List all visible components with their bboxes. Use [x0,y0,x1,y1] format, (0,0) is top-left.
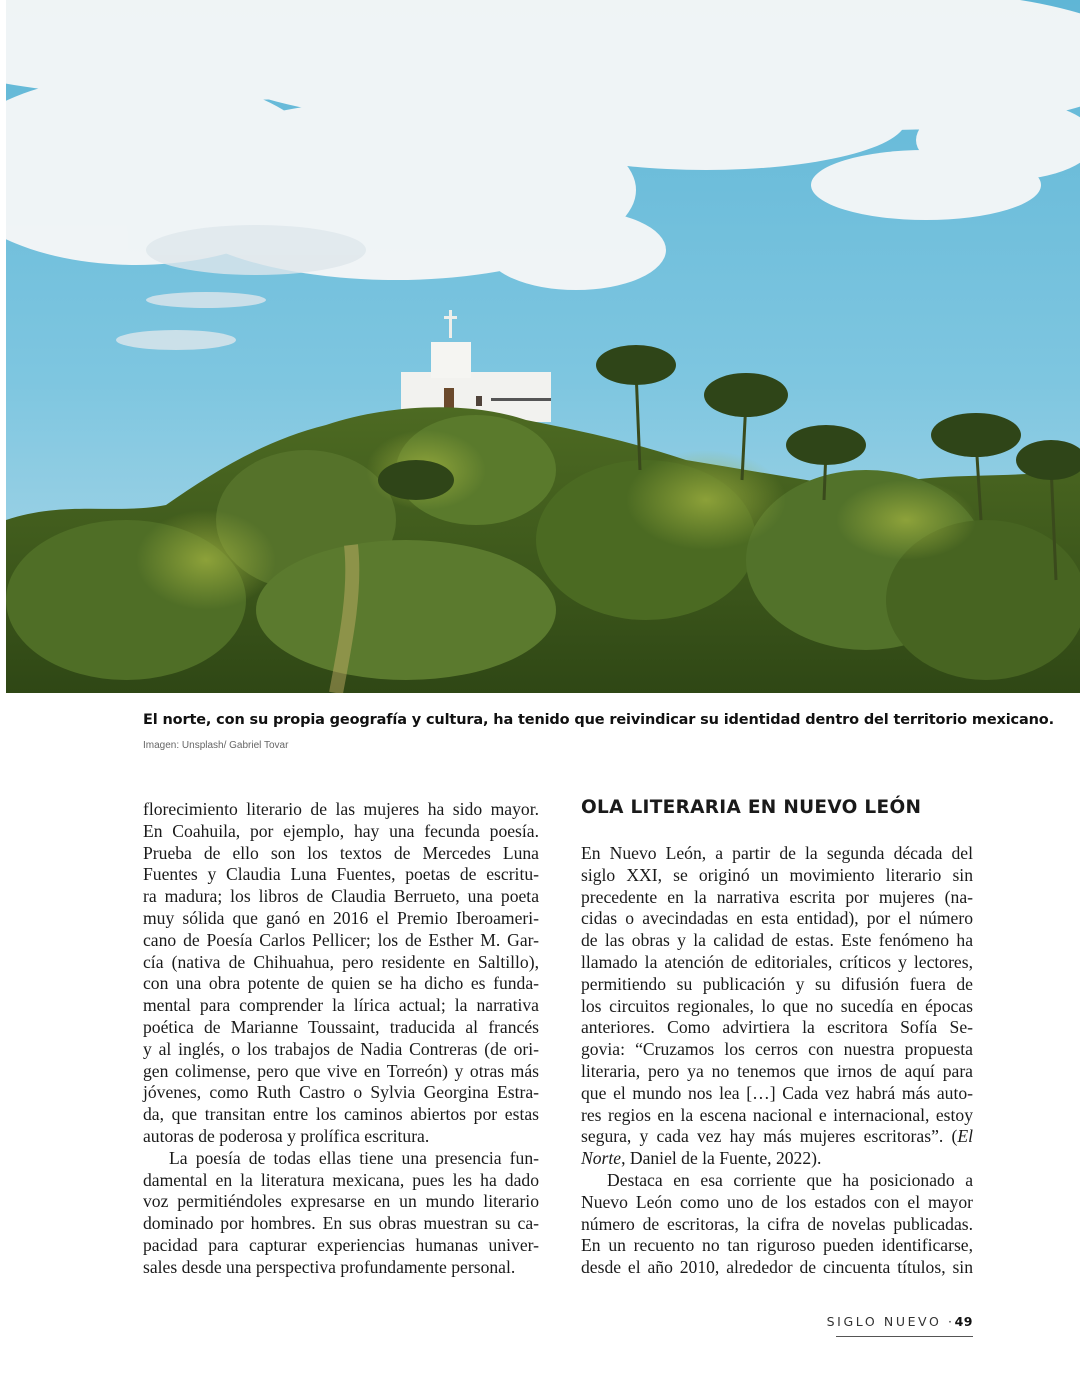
italic-text: Norte [581,1148,622,1169]
text-line: La poesía de todas ellas tiene una presencia fun- [169,1147,539,1168]
text-line: muy sólida que ganó en 2016 el Premio Iberoameri- [143,907,539,928]
hero-photo [6,0,1080,693]
text-line: En Nuevo León, a partir de la segunda década del [581,843,973,863]
footer-separator: · [948,1314,955,1329]
text-line: pacidad para capturar experiencias humanas univer- [143,1234,539,1255]
text-line: anteriores. Como advirtiera la escritora Sofía Se- [581,1017,973,1038]
text-fragment: segura, y cada vez hay más mujeres escritoras”. ( [581,1126,958,1147]
text-line: da, que transitan entre los caminos abiertos por estas [143,1104,539,1125]
text-line: poética de Marianne Toussaint, traducida al francés [143,1016,539,1037]
italic-text: El [957,1126,973,1147]
text-line: jóvenes, como Ruth Castro o Sylvia Georgina Estra- [143,1082,539,1103]
text-line: En Coahuila, por ejemplo, hay una fecunda poesía. [143,820,539,841]
text-line [581,1126,973,1148]
text-line: ra madura; los libros de Claudia Berrueto, una poeta [143,886,539,907]
text-line: damental en la literatura mexicana, pues les ha dado [143,1169,539,1190]
text-line: res regios en la escena nacional e internacional, estoy [581,1104,973,1125]
left-column [143,799,539,1279]
text-line: Prueba de ello son los textos de Mercedes Luna [143,842,539,863]
text-line: cía (nativa de Chihuahua, pero residente en Saltillo), [143,951,539,972]
text-line [581,1148,973,1170]
magazine-name: SIGLO NUEVO [826,1314,942,1329]
landscape-photo-icon [6,0,1080,693]
section-heading: OLA LITERARIA EN NUEVO LEÓN [581,797,922,818]
page-number: 49 [954,1314,973,1329]
text-line: Nuevo León como uno de los estados con el mayor [581,1191,973,1212]
text-line: de las obras y la calidad de estas. Este fenómeno ha [581,930,973,951]
text-line: voz permitiéndoles expresarse en un mundo literario [143,1191,539,1212]
photo-credit: Imagen: Unsplash/ Gabriel Tovar [143,740,289,751]
footer-rule [836,1336,973,1337]
text-line: cano de Poesía Carlos Pellicer; los de Esther M. Gar- [143,929,539,950]
text-line: mental para comprender la lírica actual; la narrativa [143,995,539,1016]
text-line: Destaca en esa corriente que ha posicionado a [607,1169,973,1190]
text-fragment: , Daniel de la Fuente, 2022). [621,1148,822,1169]
text-line: florecimiento literario de las mujeres ha sido mayor. [143,799,539,819]
text-line: En un recuento no tan riguroso pueden identificarse, [581,1235,973,1256]
text-line: cidas o avecindadas en esta entidad), por el número [581,908,973,929]
text-line: autoras de poderosa y prolífica escritura. [143,1125,430,1146]
text-line: govia: “Cruzamos los cerros con nuestra propuesta [581,1039,973,1060]
text-line: los circuitos regionales, lo que no sucedía en épocas [581,995,973,1016]
right-column [581,843,973,1279]
text-line: siglo XXI, se originó un movimiento literario sin [581,864,973,885]
text-line: y al inglés, o los trabajos de Nadia Contreras (de ori- [143,1038,539,1059]
photo-caption: El norte, con su propia geografía y cultura, ha tenido que reivindicar su identidad dentro del territorio mexicano. [143,712,1054,728]
text-line: literaria, pero ya no tenemos que irnos de aquí para [581,1060,973,1081]
left-paragraph-1 [143,799,539,1148]
text-line: desde el año 2010, alrededor de cincuenta títulos, sin [581,1257,973,1278]
page-footer [827,1314,973,1329]
text-line: Fuentes y Claudia Luna Fuentes, poetas de escritu- [143,864,539,885]
text-line: gen colimense, pero que vive en Torreón) y otras más [143,1060,539,1081]
text-line: con una obra potente de quien se ha dicho es funda- [143,973,539,994]
text-line: número de escritoras, la cifra de novelas publicadas. [581,1213,973,1234]
text-line: dominado por hombres. En sus obras muestran su ca- [143,1213,539,1234]
text-line: sales desde una perspectiva profundamente personal. [143,1256,516,1277]
right-paragraph-1 [581,843,973,1170]
text-line: que el mundo nos lea […] Cada vez habrá más auto- [581,1082,973,1103]
text-line: precedente en la narrativa escrita por mujeres (na- [581,886,973,907]
text-line: permitiendo su publicación y su difusión fuera de [581,973,973,994]
text-line: llamado la atención de editoriales, críticos y lectores, [581,951,973,972]
left-paragraph-2 [143,1148,539,1279]
right-paragraph-2 [581,1170,973,1279]
